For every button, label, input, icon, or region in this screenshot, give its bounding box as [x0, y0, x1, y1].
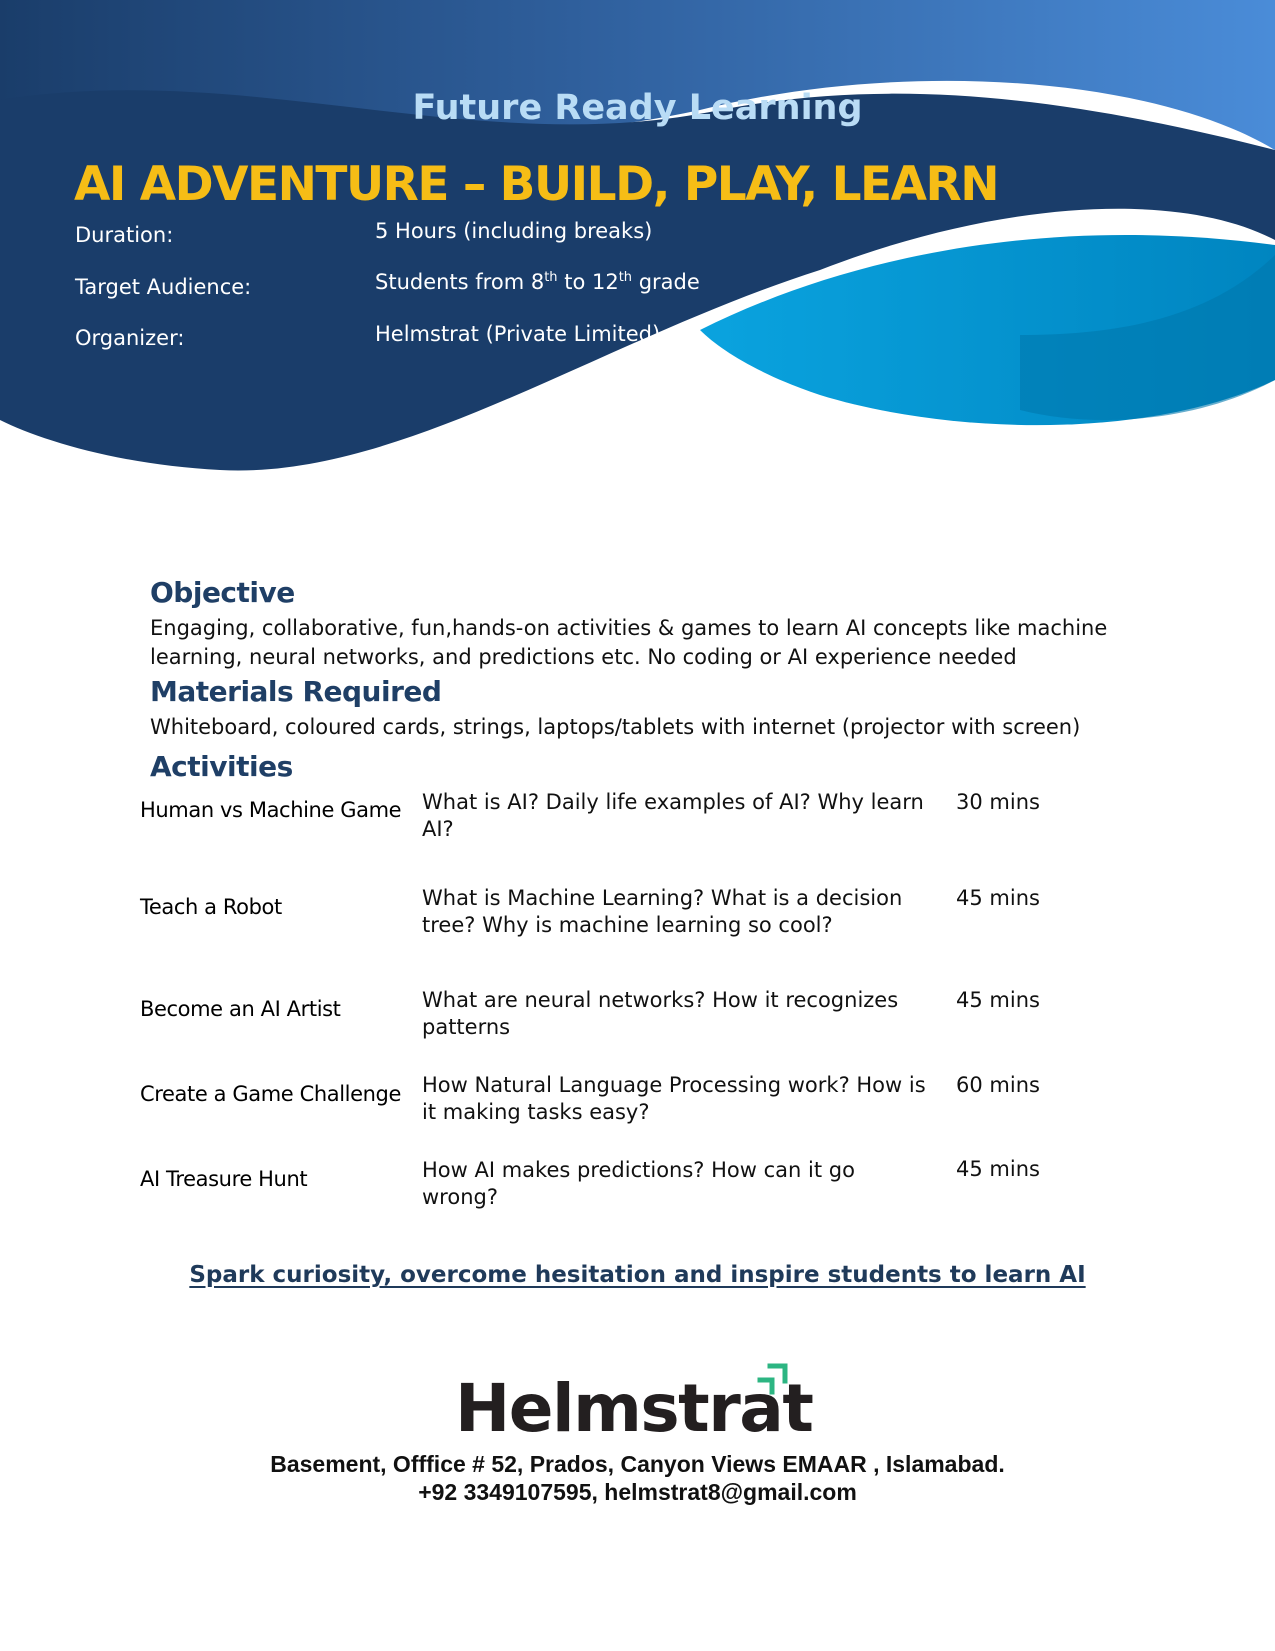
activity-name: AI Treasure Hunt [140, 1167, 308, 1191]
address-line: Basement, Offfice # 52, Prados, Canyon Views EMAAR , Islamabad. [270, 1451, 1005, 1477]
contact-line: +92 3349107595, helmstrat8@gmail.com [418, 1479, 857, 1505]
tagline: Spark curiosity, overcome hesitation and inspire students to learn AI [189, 1262, 1086, 1288]
activity-duration: 30 mins [956, 790, 1040, 814]
duration-value: 5 Hours (including breaks) [375, 219, 653, 243]
subtitle: Future Ready Learning [412, 88, 863, 128]
activity-description: How Natural Language Processing work? How is it making tasks easy? [422, 1073, 926, 1124]
materials-text: Whiteboard, coloured cards, strings, laptops/tablets with internet (projector with screen) [150, 715, 1081, 739]
activity-name: Teach a Robot [140, 895, 282, 919]
helmstrat-logo [450, 1355, 830, 1437]
duration-label: Duration: [75, 223, 174, 247]
activity-duration: 60 mins [956, 1073, 1040, 1097]
organizer-label: Organizer: [75, 326, 185, 350]
activity-description: What is Machine Learning? What is a decision tree? Why is machine learning so cool? [422, 886, 903, 937]
footer-contact [0, 1450, 1275, 1506]
organizer-value: Helmstrat (Private Limited) [375, 322, 661, 346]
activity-description: What is AI? Daily life examples of AI? Why learn AI? [422, 790, 924, 841]
audience-label: Target Audience: [75, 275, 252, 299]
activity-duration: 45 mins [956, 1157, 1040, 1181]
activity-duration: 45 mins [956, 988, 1040, 1012]
logo-text: Helmstrat [455, 1370, 813, 1437]
activity-description: How AI makes predictions? How can it go wrong? [422, 1158, 855, 1209]
activity-name: Become an AI Artist [140, 997, 341, 1021]
activity-duration: 45 mins [956, 886, 1040, 910]
page-title: AI ADVENTURE – BUILD, PLAY, LEARN [74, 157, 999, 212]
materials-heading: Materials Required [150, 675, 442, 708]
activity-name: Create a Game Challenge [140, 1082, 401, 1106]
activities-heading: Activities [150, 750, 293, 783]
activity-description: What are neural networks? How it recognizes patterns [422, 988, 899, 1039]
objective-heading: Objective [150, 576, 295, 609]
objective-text: Engaging, collaborative, fun,hands-on activities & games to learn AI concepts like machine learning, neural networks, and predictions etc. No coding or AI experience needed [150, 616, 1108, 669]
audience-value: Students from 8th to 12th grade [375, 270, 700, 294]
activity-name: Human vs Machine Game [140, 798, 402, 822]
